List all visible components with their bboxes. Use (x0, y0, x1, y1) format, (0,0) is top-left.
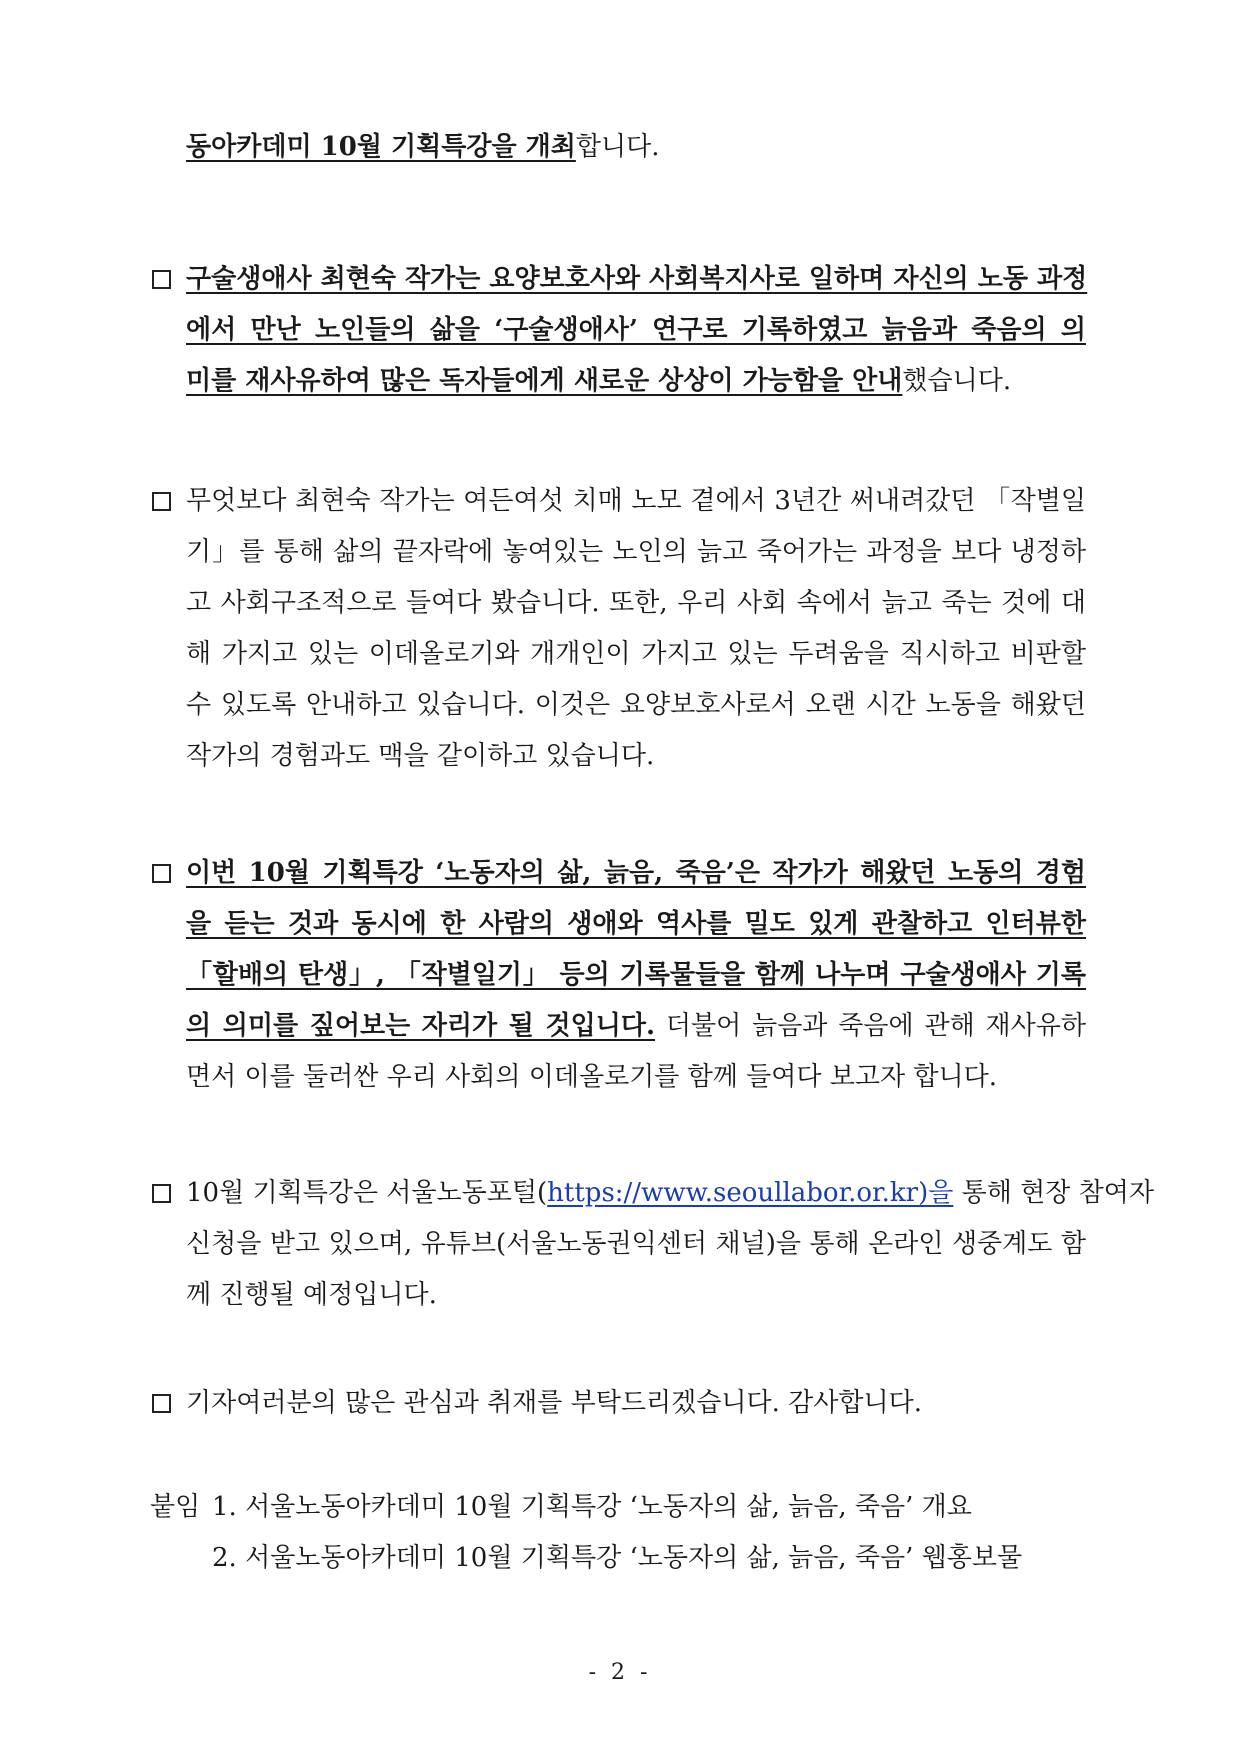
checkbox-icon (152, 492, 171, 511)
p2-line1: 무엇보다 최현숙 작가는 여든여섯 치매 노모 곁에서 3년간 써내려갔던 「작별일 (186, 486, 1086, 516)
intro-line (186, 130, 659, 164)
seoullabor-link[interactable]: https://www.seoullabor.or.kr)을 (547, 1178, 954, 1208)
attachment-item-1: 1. 서울노동아카데미 10월 기획특강 ‘노동자의 삶, 늙음, 죽음’ 개요 (212, 1492, 972, 1522)
checkbox-icon (152, 1394, 171, 1413)
p2-line5: 수 있도록 안내하고 있습니다. 이것은 요양보호사로서 오랜 시간 노동을 해왔던 (186, 690, 1086, 720)
p2-line6: 작가의 경험과도 맥을 같이하고 있습니다. (186, 741, 655, 771)
p4-line1-post: 통해 현장 참여자 (953, 1178, 1154, 1208)
attachments-label: 붙임 (150, 1492, 201, 1522)
p1-line3-underlined: 미를 재사유하여 많은 독자들에게 새로운 상상이 가능함을 안내 (186, 366, 903, 396)
attachment-item-2: 2. 서울노동아카데미 10월 기획특강 ‘노동자의 삶, 늙음, 죽음’ 웹홍보물 (212, 1543, 1023, 1573)
checkbox-icon (152, 1184, 171, 1203)
p1-line1: 구술생애사 최현숙 작가는 요양보호사와 사회복지사로 일하며 자신의 노동 과정 (186, 264, 1088, 294)
intro-rest-text: 합니다. (575, 132, 660, 162)
p3-line5: 면서 이를 둘러싼 우리 사회의 이데올로기를 함께 들여다 보고자 합니다. (186, 1062, 998, 1092)
p5-line1: 기자여러분의 많은 관심과 취재를 부탁드리겠습니다. 감사합니다. (186, 1388, 922, 1418)
checkbox-icon (152, 270, 171, 289)
p3-line3: 「할배의 탄생」, 「작별일기」 등의 기록물들을 함께 나누며 구술생애사 기록 (186, 960, 1086, 990)
p3-line2: 을 듣는 것과 동시에 한 사람의 생애와 역사를 밀도 있게 관찰하고 인터뷰한 (186, 909, 1086, 939)
p2-line4: 해 가지고 있는 이데올로기와 개개인이 가지고 있는 두려움을 직시하고 비판할 (186, 639, 1086, 669)
p1-line3 (186, 364, 1011, 398)
checkbox-icon (152, 864, 171, 883)
p3-line4-rest: 더불어 늙음과 죽음에 관해 재사유하 (655, 1011, 1086, 1041)
p3-line4-underlined: 의 의미를 짚어보는 자리가 될 것입니다. (186, 1011, 656, 1041)
p1-line2: 에서 만난 노인들의 삶을 ‘구술생애사’ 연구로 기록하였고 늙음과 죽음의 의 (186, 315, 1086, 345)
p2-line2: 기」를 통해 삶의 끝자락에 놓여있는 노인의 늙고 죽어가는 과정을 보다 냉정하 (186, 537, 1086, 567)
page-number: - 2 - (588, 1660, 652, 1685)
intro-underlined-text: 동아카데미 10월 기획특강을 개최 (186, 132, 576, 162)
p4-line3: 께 진행될 예정입니다. (186, 1280, 437, 1310)
p2-line3: 고 사회구조적으로 들여다 봤습니다. 또한, 우리 사회 속에서 늙고 죽는 것에 대 (186, 588, 1086, 618)
p1-line3-rest: 했습니다. (902, 366, 1012, 396)
p4-line2: 신청을 받고 있으며, 유튜브(서울노동권익센터 채널)을 통해 온라인 생중계도 함 (186, 1229, 1086, 1259)
p4-line1 (186, 1176, 1154, 1210)
p3-line1: 이번 10월 기획특강 ‘노동자의 삶, 늙음, 죽음’은 작가가 해왔던 노동의 경험 (186, 858, 1086, 888)
p3-line4 (186, 1009, 1086, 1043)
p4-line1-pre: 10월 기획특강은 서울노동포털( (186, 1178, 548, 1208)
